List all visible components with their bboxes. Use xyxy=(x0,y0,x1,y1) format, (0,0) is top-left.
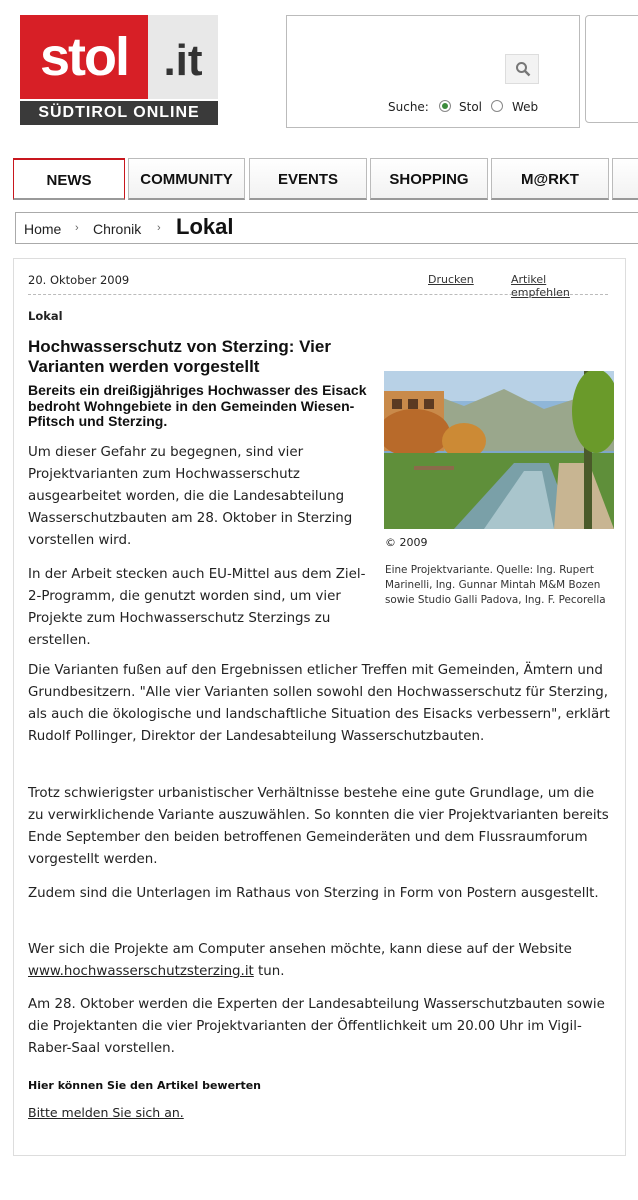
recommend-link[interactable]: Artikel empfehlen xyxy=(511,273,570,299)
main-nav xyxy=(13,158,638,200)
website-text-before: Wer sich die Projekte am Computer ansehen möchte, kann diese auf der Website xyxy=(28,942,572,957)
breadcrumb-home[interactable]: Home xyxy=(24,221,62,237)
breadcrumb xyxy=(15,212,638,244)
article-paragraph: Zudem sind die Unterlagen im Rathaus von Sterzing in Form von Postern ausgestellt. xyxy=(28,886,599,901)
tab-shopping[interactable]: SHOPPING xyxy=(370,158,488,200)
article-paragraph: Die Varianten fußen auf den Ergebnissen etlicher Treffen mit Gemeinden, Ämtern und Grundbesitzern. "Alle vier Varianten sollen sowohl den Hochwasserschutz für Sterzing, als auch die ökologische und landschaftliche Situation des Eisacks verbessern", erklärt Rudolf Pollinger, Direktor der Landesabteilung Wasserschutzbauten. xyxy=(28,663,610,744)
breadcrumb-chronik[interactable]: Chronik xyxy=(93,221,142,237)
article-subhead: Bereits ein dreißigjähriges Hochwasser des Eisack bedroht Wohngebiete in den Gemeinden Wiesen-Pfitsch und Sterzing. xyxy=(28,382,367,429)
river-illustration xyxy=(384,371,614,529)
right-column-edge xyxy=(633,255,638,285)
logo-wordmark xyxy=(20,15,218,99)
search-icon xyxy=(515,61,531,77)
search-button[interactable] xyxy=(505,54,539,84)
search-label: Suche: xyxy=(388,100,429,114)
article-paragraph: Trotz schwierigster urbanistischer Verhältnisse bestehe eine gute Grundlage, um die zu verwirklichende Variante auszuwählen. So konnten die vier Projektvarianten bereits Ende September den beiden betroffenen Gemeinderäten und dem Flussraumforum vorgestellt werden. xyxy=(28,786,609,867)
image-copyright: © 2009 xyxy=(385,536,428,549)
login-link[interactable]: Bitte melden Sie sich an. xyxy=(28,1105,184,1120)
radio-stol[interactable] xyxy=(439,100,451,112)
search-panel xyxy=(286,15,580,128)
radio-web-label: Web xyxy=(512,100,539,114)
breadcrumb-separator-icon: › xyxy=(75,222,79,234)
website-text-after: tun. xyxy=(253,964,285,979)
tab-markt[interactable]: M@RKT xyxy=(491,158,609,200)
article-paragraph: Um dieser Gefahr zu begegnen, sind vier Projektvarianten zum Hochwasserschutz ausgearbeitet worden, die die Landesabteilung Wasserschutzbauten am 28. Oktober in Sterzing vorstellen wird. xyxy=(28,445,353,548)
print-link[interactable]: Drucken xyxy=(428,273,474,286)
site-logo[interactable] xyxy=(20,15,218,125)
breadcrumb-current: Lokal xyxy=(176,214,234,239)
logo-domain-text: .it xyxy=(148,15,218,99)
radio-web[interactable] xyxy=(491,100,503,112)
article-paragraph-website xyxy=(28,939,612,983)
article-image[interactable] xyxy=(384,371,614,529)
article-paragraph: In der Arbeit stecken auch EU-Mittel aus dem Ziel-2-Programm, die genutzt worden sind, um vier Projekte zum Hochwasserschutz Sterzings zu erstellen. xyxy=(28,567,366,648)
website-link[interactable]: www.hochwasserschutzsterzing.it xyxy=(28,964,254,979)
article-date: 20. Oktober 2009 xyxy=(28,273,130,287)
article-headline: Hochwasserschutz von Sterzing: Vier Varianten werden vorgestellt xyxy=(28,337,331,376)
rating-title: Hier können Sie den Artikel bewerten xyxy=(28,1079,262,1092)
breadcrumb-separator-icon: › xyxy=(157,222,161,234)
article-paragraph: Am 28. Oktober werden die Experten der Landesabteilung Wasserschutzbauten sowie die Projektanten die vier Projektvarianten der Öffentlichkeit um 20.00 Uhr im Vigil-Raber-Saal vorstellen. xyxy=(28,997,605,1056)
tab-news[interactable]: NEWS xyxy=(13,158,125,200)
article-category: Lokal xyxy=(28,309,63,323)
tab-community[interactable]: COMMUNITY xyxy=(128,158,245,200)
logo-tagline: SÜDTIROL ONLINE xyxy=(20,101,218,125)
radio-stol-label: Stol xyxy=(459,100,482,114)
article xyxy=(13,258,626,1156)
logo-main-text: stol xyxy=(20,15,148,99)
tab-more[interactable] xyxy=(612,158,638,200)
tab-events[interactable]: EVENTS xyxy=(249,158,367,200)
header-side-box xyxy=(585,15,638,123)
image-caption: Eine Projektvariante. Quelle: Ing. Rupert Marinelli, Ing. Gunnar Mintah M&M Bozen sowie Studio Galli Padova, Ing. F. Pecorella xyxy=(385,564,606,606)
article-meta xyxy=(28,273,608,299)
